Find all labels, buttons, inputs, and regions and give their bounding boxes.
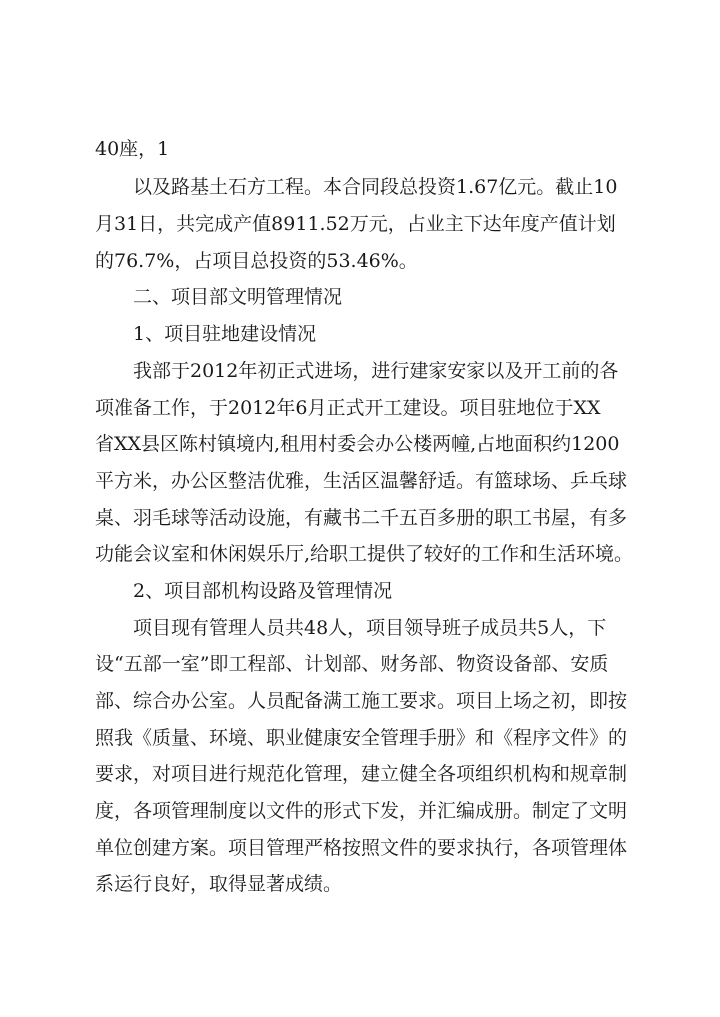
paragraph-line: 要求，对项目进行规范化管理，建立健全各项组织机构和规章制 xyxy=(95,763,628,785)
paragraph-line: 项准备工作，于2012年6月正式开工建设。项目驻地位于XX xyxy=(95,397,601,419)
paragraph-line: 的76.7%，占项目总投资的53.46%。 xyxy=(95,250,418,272)
paragraph-line: 照我《质量、环境、职业健康安全管理手册》和《程序文件》的 xyxy=(95,727,628,749)
paragraph-line: 桌、羽毛球等活动设施，有藏书二千五百多册的职工书屋，有多 xyxy=(95,507,628,529)
paragraph-line: 月31日，共完成产值8911.52万元，占业主下达年度产值计划 xyxy=(95,213,616,235)
paragraph-line: 部、综合办公室。人员配备满工施工要求。项目上场之初，即按 xyxy=(95,690,628,712)
paragraph-line: 系运行良好，取得显著成绩。 xyxy=(95,873,343,895)
paragraph-line: 平方米，办公区整洁优雅，生活区温馨舒适。有篮球场、乒乓球 xyxy=(95,470,628,492)
paragraph-line: 单位创建方案。项目管理严格按照文件的要求执行，各项管理体 xyxy=(95,837,628,859)
paragraph-line: 40座，1 xyxy=(95,138,170,160)
paragraph-line: 度，各项管理制度以文件的形式下发，并汇编成册。制定了文明 xyxy=(95,800,628,822)
paragraph-line: 省XX县区陈村镇境内,租用村委会办公楼两幢,占地面积约1200 xyxy=(95,433,620,455)
paragraph-line: 项目现有管理人员共48人，项目领导班子成员共5人，下 xyxy=(133,617,607,639)
subsection-heading: 1、项目驻地建设情况 xyxy=(133,323,317,345)
paragraph-line: 设“五部一室”即工程部、计划部、财务部、物资设备部、安质 xyxy=(95,653,609,675)
paragraph-line: 我部于2012年初正式进场，进行建家安家以及开工前的各 xyxy=(133,360,619,382)
subsection-heading: 2、项目部机构设路及管理情况 xyxy=(133,580,393,602)
paragraph-line: 功能会议室和休闲娱乐厅,给职工提供了较好的工作和生活环境。 xyxy=(95,543,634,565)
section-heading: 二、项目部文明管理情况 xyxy=(133,286,343,308)
paragraph-line: 以及路基土石方工程。本合同段总投资1.67亿元。截止10 xyxy=(133,176,618,198)
